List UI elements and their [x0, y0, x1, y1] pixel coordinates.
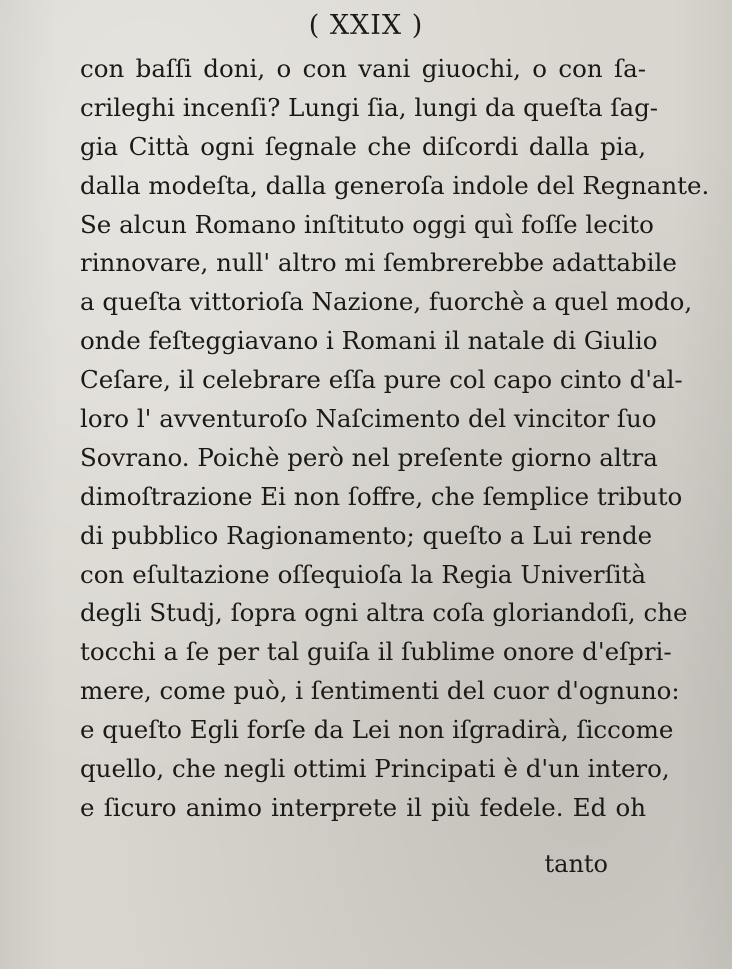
text-line: Sovrano. Poichè però nel preſente giorno altra — [80, 442, 658, 472]
page-number-heading: ( XXIX ) — [308, 10, 424, 41]
text-line: Ceſare, il celebrare eſſa pure col capo cinto d'al- — [80, 365, 683, 395]
text-line: mere, come può, i ſentimenti del cuor d'ognuno: — [80, 676, 680, 706]
text-line: crileghi incenſi? Lungi ſia, lungi da queſta ſag- — [80, 92, 659, 122]
text-line: e ſicuro animo interprete il più fedele. Ed oh — [80, 792, 646, 822]
text-line: rinnovare, null' altro mi ſembrerebbe adattabile — [80, 248, 677, 278]
text-line: con eſultazione oſſequioſa la Regia Univerſità — [80, 559, 646, 589]
text-line: loro l' avventuroſo Naſcimento del vincitor ſuo — [80, 404, 657, 434]
text-line: con baſſi doni, o con vani giuochi, o con ſa- — [80, 54, 646, 83]
text-line: a queſta vittorioſa Nazione, fuorchè a quel modo, — [80, 287, 693, 317]
text-line: e queſto Egli forſe da Lei non iſgradirà, ſiccome — [80, 715, 674, 745]
text-line: gia Città ogni ſegnale che diſcordi dalla pia, — [80, 131, 646, 161]
text-line: dalla modeſta, dalla generoſa indole del Regnante. — [80, 170, 710, 200]
text-line: di pubblico Ragionamento; queſto a Lui rende — [80, 520, 653, 550]
text-line: dimoſtrazione Ei non ſoffre, che ſemplice tributo — [80, 481, 683, 511]
catchword: tanto — [544, 850, 608, 878]
text-line: tocchi a ſe per tal guiſa il ſublime onore d'eſpri- — [80, 637, 672, 667]
text-line: Se alcun Romano inſtituto oggi quì foſſe lecito — [80, 209, 654, 239]
body-text — [80, 50, 710, 828]
text-line: degli Studj, ſopra ogni altra coſa gloriandoſi, che — [80, 598, 688, 628]
text-line: quello, che negli ottimi Principati è d'un intero, — [80, 754, 670, 784]
text-line: onde feſteggiavano i Romani il natale di Giulio — [80, 326, 658, 356]
